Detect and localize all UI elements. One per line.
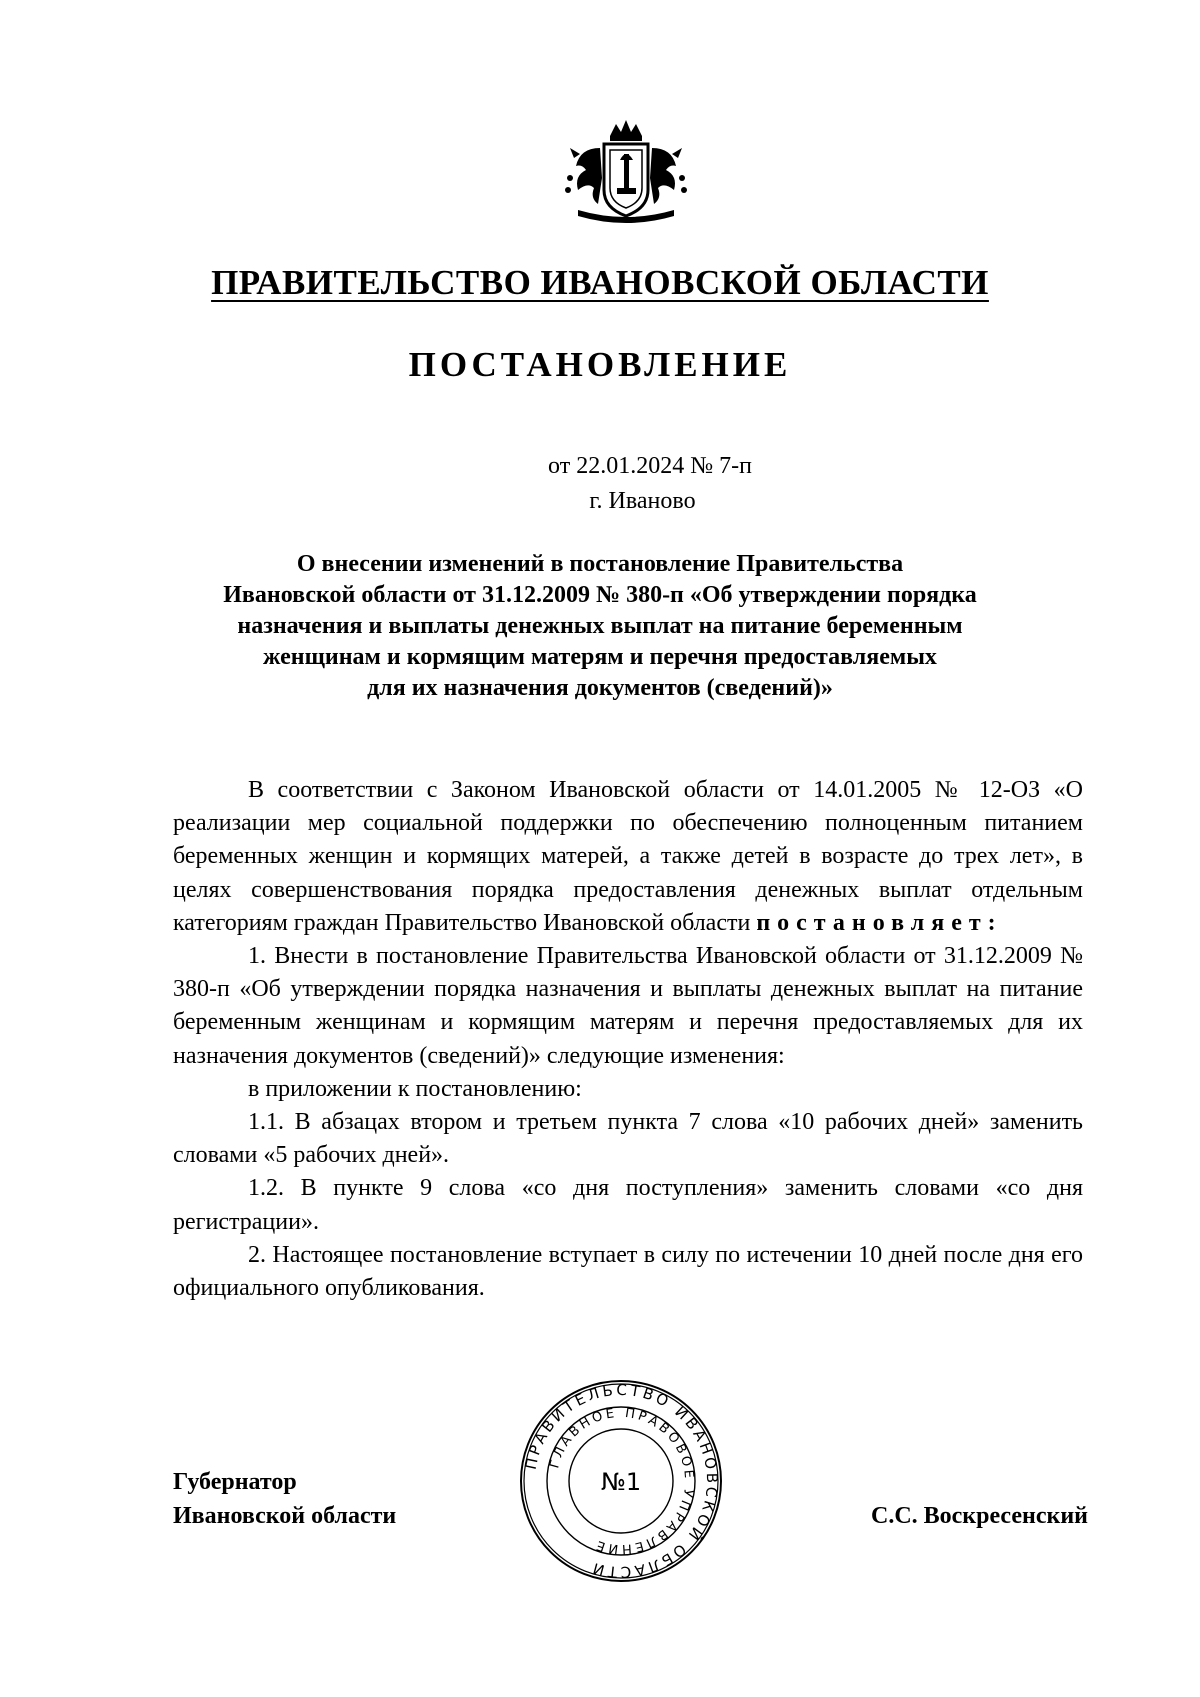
preamble-paragraph xyxy=(173,774,1083,940)
item-1-1-paragraph: 1.1. В абзацах втором и третьем пункта 7 слова «10 рабочих дней» заменить словами «5 рабочих дней». xyxy=(173,1109,1083,1169)
coat-of-arms-emblem xyxy=(560,118,692,226)
item-1-2-paragraph: 1.2. В пункте 9 слова «со дня поступления» заменить словами «со дня регистрации». xyxy=(173,1175,1083,1235)
organization-name: ПРАВИТЕЛЬСТВО ИВАНОВСКОЙ ОБЛАСТИ xyxy=(211,263,989,302)
signatory-title-line: Губернатор xyxy=(173,1469,297,1495)
appendix-paragraph: в приложении к постановлению: xyxy=(248,1075,582,1102)
subject-line: О внесении изменений в постановление Правительства xyxy=(296,551,904,577)
stamp-number: №1 xyxy=(600,1468,642,1496)
item-2-paragraph: 2. Настоящее постановление вступает в силу по истечении 10 дней после дня его официального опубликования. xyxy=(173,1241,1083,1302)
subject-line: для их назначения документов (сведений)» xyxy=(367,675,833,701)
signatory-title-line: Ивановской области xyxy=(173,1503,397,1529)
signatory-title xyxy=(173,1465,396,1533)
organization-heading xyxy=(0,263,1200,303)
subject-line: Ивановской области от 31.12.2009 № 380-п «Об утверждении порядка xyxy=(223,582,977,608)
preamble-text: В соответствии с Законом Ивановской области от 14.01.2005 № 12-ОЗ «О реализации мер социальной поддержки по обеспечению полноценным питанием беременных женщин и кормящих матерей, а также детей в возрасте до трех лет», в целях совершенствования порядка предоставления денежных выплат отдельным категориям граждан Правительство Ивановской области xyxy=(173,777,1083,936)
date-number-block xyxy=(0,449,1200,519)
official-stamp xyxy=(518,1378,724,1584)
item-1-paragraph: 1. Внести в постановление Правительства Ивановской области от 31.12.2009 № 380-п «Об утверждении порядка назначения и выплаты денежных выплат на питание беременным женщинам и кормящим матерям и перечня предоставляемых для их назначения документов (сведений)» следующие изменения: xyxy=(173,943,1083,1069)
stamp-inner-text: ГЛАВНОЕ ПРАВОВОЕ УПРАВЛЕНИЕ xyxy=(547,1405,697,1557)
subject-line: назначения и выплаты денежных выплат на питание беременным xyxy=(237,613,963,639)
document-subject xyxy=(150,549,1050,704)
date-number: от 22.01.2024 № 7-п xyxy=(548,453,752,479)
signatory-name: С.С. Воскресенский xyxy=(870,1503,1088,1529)
document-type-heading: ПОСТАНОВЛЕНИЕ xyxy=(408,345,792,384)
stamp-outer-text: ПРАВИТЕЛЬСТВО ИВАНОВСКОЙ ОБЛАСТИ xyxy=(521,1380,722,1582)
resolves-word: постановляет: xyxy=(756,909,1003,936)
subject-line: женщинам и кормящим матерям и перечня предоставляемых xyxy=(263,644,937,670)
document-body xyxy=(173,774,1083,1305)
city: г. Иваново xyxy=(589,488,696,514)
